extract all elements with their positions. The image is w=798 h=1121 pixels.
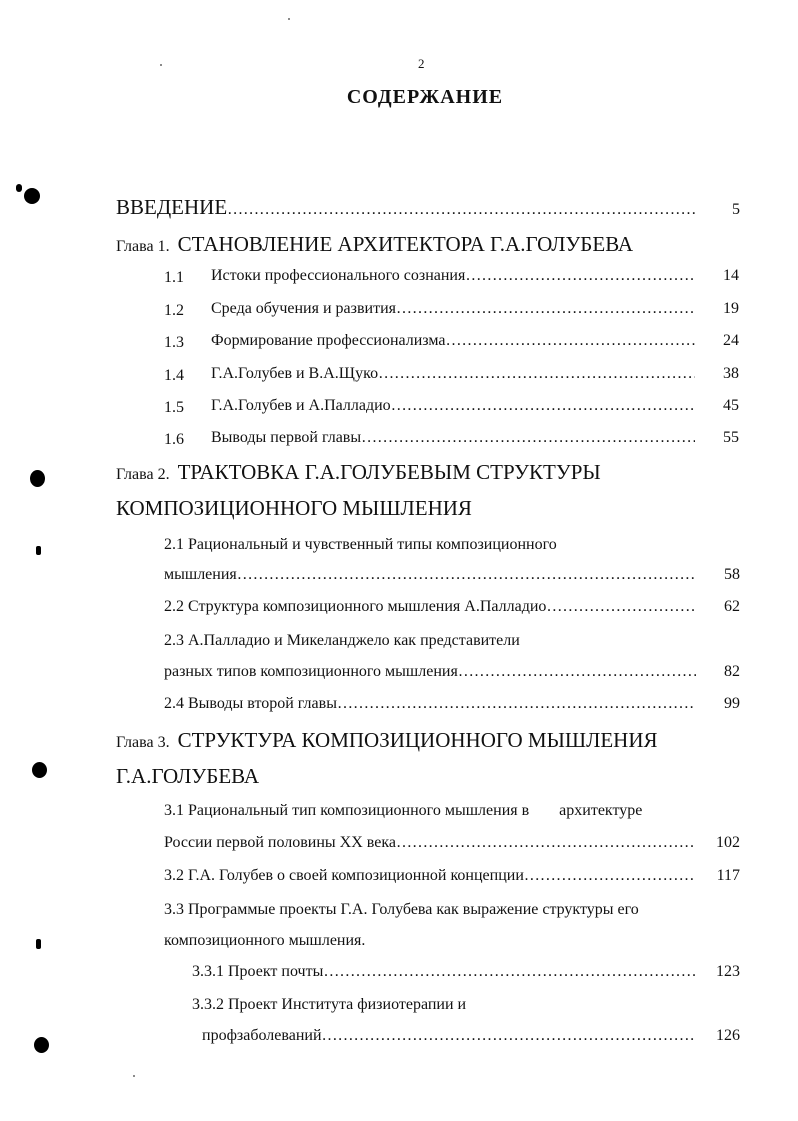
toc-item-text: 2.2 Структура композиционного мышления А.Палладио [164, 598, 547, 615]
dot-leader [391, 397, 695, 415]
toc-item-text: Истоки профессионального сознания [211, 267, 466, 284]
toc-item-number: 1.5 [164, 399, 184, 416]
toc-item-2-4[interactable] [164, 695, 740, 721]
toc-item-text: России первой половины XX века [164, 834, 396, 851]
toc-item-number: 1.2 [164, 302, 184, 319]
scan-speck-mark [288, 18, 290, 20]
scan-speck-mark [36, 546, 41, 555]
toc-item-text: 3.3.1 Проект почты [192, 963, 324, 980]
toc-intro-label: ВВЕДЕНИЕ [116, 195, 228, 219]
dot-leader [396, 300, 695, 318]
toc-item-3-3-2[interactable] [202, 1027, 740, 1053]
dot-leader [323, 963, 696, 981]
toc-item-3-3-2-line1[interactable]: 3.3.2 Проект Института физиотерапии и [192, 996, 467, 1013]
toc-item-1-3[interactable] [211, 332, 739, 358]
toc-item-page: 123 [716, 963, 740, 980]
chapter-3-label: Глава 3. [116, 734, 170, 751]
binder-hole-mark [24, 188, 40, 204]
dot-leader [446, 332, 695, 350]
dot-leader [322, 1027, 697, 1045]
toc-item-2-1[interactable] [164, 566, 740, 592]
toc-item-page: 55 [723, 429, 739, 446]
toc-item-text: Среда обучения и развития [211, 300, 396, 317]
toc-item-3-3-1[interactable] [192, 963, 740, 989]
toc-item-page: 38 [723, 365, 739, 382]
toc-item-page: 24 [723, 332, 739, 349]
toc-item-page: 62 [724, 598, 740, 615]
toc-item-text: 2.4 Выводы второй главы [164, 695, 337, 712]
chapter-3-title-line2: Г.А.ГОЛУБЕВА [116, 764, 260, 788]
toc-item-number: 1.3 [164, 334, 184, 351]
dot-leader [378, 365, 695, 383]
toc-item-text: 3.2 Г.А. Голубев о своей композиционной концепции [164, 867, 524, 884]
chapter-3-title-line1: СТРУКТУРА КОМПОЗИЦИОННОГО МЫШЛЕНИЯ [177, 728, 658, 752]
dot-leader [465, 267, 695, 285]
toc-item-page: 117 [716, 867, 740, 884]
toc-item-3-1[interactable] [164, 834, 740, 860]
dot-leader [524, 867, 696, 885]
page-number: 2 [418, 56, 425, 71]
chapter-1-title: СТАНОВЛЕНИЕ АРХИТЕКТОРА Г.А.ГОЛУБЕВА [177, 232, 634, 256]
scan-speck-mark [36, 939, 41, 949]
toc-intro-page: 5 [732, 201, 740, 218]
dot-leader [337, 695, 696, 713]
toc-intro[interactable] [116, 195, 740, 221]
toc-item-1-5[interactable] [211, 397, 739, 423]
toc-item-text-tail: архитектуре [559, 802, 643, 819]
chapter-2-title-line2: КОМПОЗИЦИОННОГО МЫШЛЕНИЯ [116, 496, 472, 520]
chapter-2-heading[interactable] [116, 460, 601, 485]
chapter-2-title-line1: ТРАКТОВКА Г.А.ГОЛУБЕВЫМ СТРУКТУРЫ [177, 460, 601, 484]
dot-leader [396, 834, 696, 852]
toc-item-page: 58 [724, 566, 740, 583]
toc-item-1-2[interactable] [211, 300, 739, 326]
toc-item-page: 102 [716, 834, 740, 851]
toc-item-1-6[interactable] [211, 429, 739, 455]
toc-item-number: 1.6 [164, 431, 184, 448]
scan-speck-mark [133, 1075, 135, 1077]
chapter-1-heading[interactable] [116, 232, 633, 257]
page-title: СОДЕРЖАНИЕ [346, 86, 504, 108]
toc-item-text: 3.1 Рациональный тип композиционного мышления в [164, 802, 530, 819]
toc-item-2-3-line1[interactable]: 2.3 А.Палладио и Микеланджело как представители [164, 632, 520, 649]
toc-item-3-1-line1[interactable] [164, 802, 642, 820]
toc-item-text: Формирование профессионализма [211, 332, 446, 349]
toc-item-page: 82 [724, 663, 740, 680]
toc-item-text: разных типов композиционного мышления [164, 663, 458, 680]
chapter-2-label: Глава 2. [116, 466, 170, 483]
toc-item-1-1[interactable] [211, 267, 739, 293]
toc-item-text: Г.А.Голубев и А.Палладио [211, 397, 391, 414]
binder-hole-mark [30, 470, 45, 487]
toc-item-page: 99 [724, 695, 740, 712]
toc-item-page: 14 [723, 267, 739, 284]
toc-item-2-2[interactable] [164, 598, 740, 624]
toc-item-page: 45 [723, 397, 739, 414]
dot-leader [237, 566, 696, 584]
toc-item-1-4[interactable] [211, 365, 739, 391]
binder-hole-mark [32, 762, 47, 778]
toc-item-text: Выводы первой главы [211, 429, 362, 446]
toc-item-text: профзаболеваний [202, 1027, 322, 1044]
binder-hole-mark [34, 1037, 49, 1053]
chapter-1-label: Глава 1. [116, 238, 170, 255]
toc-item-number: 1.1 [164, 269, 184, 286]
toc-item-3-2[interactable] [164, 867, 740, 893]
scan-speck-mark [16, 184, 22, 192]
toc-item-page: 19 [723, 300, 739, 317]
toc-item-page: 126 [716, 1027, 740, 1044]
dot-leader [458, 663, 696, 681]
toc-item-text: мышления [164, 566, 237, 583]
dot-leader [546, 598, 696, 616]
chapter-3-heading[interactable] [116, 728, 658, 753]
toc-item-text: Г.А.Голубев и В.А.Щуко [211, 365, 379, 382]
dot-leader [361, 429, 695, 447]
toc-item-number: 1.4 [164, 367, 184, 384]
dot-leader [227, 201, 696, 219]
scan-speck-mark [160, 64, 162, 66]
toc-item-2-1-line1[interactable]: 2.1 Рациональный и чувственный типы композиционного [164, 536, 557, 553]
toc-item-3-3-line1[interactable]: 3.3 Программые проекты Г.А. Голубева как выражение структуры его [164, 901, 639, 918]
toc-item-3-3-line2: композиционного мышления. [164, 932, 366, 949]
toc-item-2-3[interactable] [164, 663, 740, 689]
